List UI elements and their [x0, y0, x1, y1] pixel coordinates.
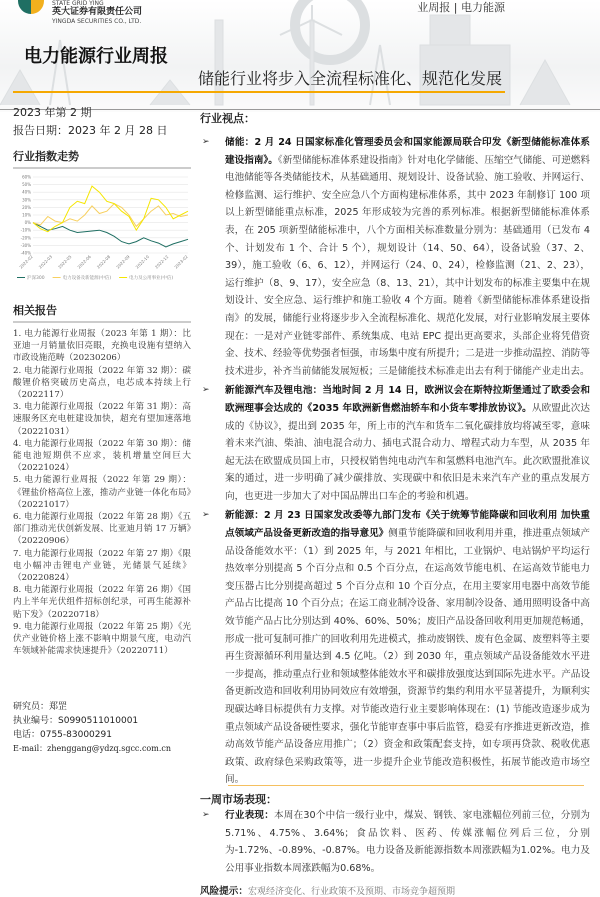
related-report-item[interactable]: 7. 电力能源行业周报（2022 年第 27 期）《限电小幅冲击锂电产业链，光储景气延续》（20220824） — [13, 548, 191, 584]
analyst-contact — [13, 700, 191, 756]
market-body: 本周在30个中信一级行业中，煤炭、钢铁、家电涨幅位列前三位，分别为5.71%、4.75%、3.64%；食品饮料、医药、传媒涨幅位列后三位，分别为-1.72%、-0.89%、-0.87%。电力设备及新能源指数本周涨跌幅为1.02%。电力及公用事业指数本周涨跌幅为0.68%。 — [225, 809, 590, 874]
y-tick-label: 0% — [24, 220, 31, 226]
view-lead: 储能：2 月 24 日国家标准化管理委员会和国家能源局联合印发《新型储能标准体系建设指南》。 — [225, 137, 590, 166]
y-tick-label: -20% — [20, 235, 31, 241]
y-tick-label: 40% — [22, 189, 31, 195]
risk-label: 风险提示： — [200, 886, 248, 897]
x-tick-label: 2022-08 — [95, 254, 112, 270]
arrow-bullet-icon: ➢ — [202, 385, 210, 396]
risk-warning — [200, 883, 590, 897]
industry-view-heading: 行业视点： — [200, 112, 255, 125]
report-category: 业周报 | 电力能源 — [417, 1, 505, 14]
header-divider — [13, 91, 505, 93]
x-tick-label: 2022-09 — [115, 254, 131, 270]
x-tick-label: 2022-05 — [57, 254, 73, 270]
logo-english: STATE GRID YING — [52, 0, 104, 7]
industry-view-section — [200, 110, 590, 897]
x-tick-label: 2023-02 — [173, 254, 189, 270]
industry-view-item — [200, 134, 590, 380]
logo-chinese: 英大证券有限责任公司 — [52, 7, 143, 17]
y-tick-label: 60% — [22, 174, 31, 180]
company-logo — [18, 0, 142, 25]
index-trend-heading: 行业指数走势 — [13, 148, 191, 169]
legend-label: 电力及公用事业(中信) — [129, 276, 174, 281]
related-report-item[interactable]: 4. 电力能源行业周报（2022 年第 30 期）：储能电池短期供不应求，装机增量空间巨大（20221024） — [13, 438, 191, 474]
x-tick-label: 2022-06 — [76, 254, 92, 270]
related-report-item[interactable]: 6. 电力能源行业周报（2022 年第 28 期）《五部门推动光伏创新发展、比亚迪月销 17 万辆》（20220906） — [13, 512, 191, 547]
report-header — [0, 0, 600, 112]
related-report-item[interactable]: 1. 电力能源行业周报（2023 年第 1 期）：比亚迪一月销量依旧亮眼，充换电设施有望纳入市政设施范畴（20230206） — [13, 329, 191, 364]
view-lead: 新能源：2 月 23 日国家发改委等九部门发布《关于统筹节能降碳和回收利用 加快重点领域产品设备更新改造的指导意见》 — [225, 510, 590, 540]
report-subtitle: 储能行业将步入全流程标准化、规范化发展 — [197, 69, 502, 88]
related-report-item[interactable]: 9. 电力能源行业周报（2022 年第 25 期）《光伏产业链价格上涨不影响中期景气度，电动汽车领域补能需求快速提升》（20220711） — [13, 621, 191, 657]
industry-view-item — [200, 507, 590, 789]
phone: 电话：0755-83000291 — [13, 730, 112, 740]
y-tick-label: -10% — [20, 227, 31, 233]
view-body: 从欧盟此次达成的《协议》，提出到 2035 年，所上市的汽车和货车二氧化碳排放均将减至零，意味着未来汽油、柴油、油电混合动力、插电式混合动力、增程式动力车型，从 2035 年起无法在欧盟成员国上市，只授权销售纯电动汽车和氢燃料电池汽车。此次欧盟批准议案的通过，进一步明确了减少碳排放、实现碳中和依旧是未来汽车产业的重点发展方向，也更进一步加大了对中国品牌出口车企的考验和机遇。 — [225, 402, 591, 502]
related-reports-heading: 相关报告 — [13, 302, 191, 323]
industry-view-item — [200, 382, 590, 505]
view-lead: 新能源汽车及锂电池：当地时间 2 月 14 日，欧洲议会在斯特拉斯堡通过了欧委会和欧洲理事会达成的《2035 年欧洲新售燃油轿车和小货车零排放协议》。 — [225, 385, 590, 414]
report-title: 电力能源行业周报 — [24, 46, 168, 67]
y-tick-label: 20% — [22, 204, 31, 210]
y-tick-label: -30% — [20, 242, 31, 248]
series-line — [33, 186, 188, 232]
market-lead: 行业表现： — [225, 809, 274, 821]
y-tick-label: 10% — [22, 212, 31, 218]
index-trend-chart — [13, 173, 191, 298]
risk-text: 宏观经济变化、行业政策不及预期、市场竞争超预期 — [247, 887, 455, 897]
legend-label: 电力设备及新能源(中信) — [62, 276, 112, 281]
market-performance-heading: 一周市场表现： — [200, 792, 277, 806]
y-tick-label: 50% — [22, 182, 31, 188]
y-tick-label: -40% — [20, 250, 31, 256]
index-trend-section — [13, 148, 191, 302]
view-body: 《新型储能标准体系建设指南》针对电化学储能、压缩空气储能、可逆燃料电池储能等各类储能技术，从基础通用、规划设计、设备试验、施工验收、并网运行、检修监测、运行维护、安全应急八个方面构建标准体系，其中 2023 年制修订 100 项以上新型储能重点标准，2025 年形成较为完善的系列标准。根据新型储能标准体系表，在 205 项新型储能标准中，八个方面相关标准数量分别为：基础通用（已发布 4 个、计划发布 1 个、合计 5 个），规划设计（14、50、64），设备试验（37、2、39），施工验收（6、6、12），并网运行（24、0、24），检修监测（21、2、23），运行维护（8、9、17），安全应急（8、13、21），其中计划发布的标准主要集中在规划设计、安全应急、运行维护和施工验收 4 个方面。随着《新型储能标准体系建设指南》的发展，储能行业将逐步步入全流程标准化、规范化发展，对行业影响发展主要体现在：一是对产业链零部件、系统集成、电站 EPC 提出更高要求，头部企业将凭借资金、技术、经验等优势强者恒强，市场集中度有所提升；二是进一步推动温控、消防等技术进步，补齐当前储能发展短板；三是储能技术标准走出去有利于储能产业走出去。 — [225, 154, 591, 377]
footer-divider — [228, 785, 584, 786]
related-report-item[interactable]: 5. 电力能源行业周报（2022 年第 29 期）：《锂盐价格高位上涨，推动产业链一体化布局》（20221017） — [13, 475, 191, 510]
y-tick-label: 30% — [22, 197, 31, 203]
license-number: 执业编号：S0990511010001 — [13, 716, 139, 726]
issue-number: 2023 年第 2 期 — [13, 106, 92, 119]
researcher-name: 研究员：郑罡 — [13, 702, 68, 712]
related-report-item[interactable]: 8. 电力能源行业周报（2022 年第 26 期）《国内上半年光伏组件招标创纪录，可再生能源补贴下发》（20220718） — [13, 585, 191, 620]
logo-emblem-icon — [18, 0, 44, 14]
x-tick-label: 2022-02 — [18, 254, 34, 270]
x-tick-label: 2022-12 — [153, 254, 170, 270]
x-tick-label: 2022-10 — [134, 254, 150, 270]
related-reports-list — [13, 328, 191, 657]
report-date: 报告日期：2023 年 2 月 28 日 — [13, 124, 168, 137]
market-performance-item — [200, 807, 590, 877]
arrow-bullet-icon: ➢ — [202, 510, 210, 521]
view-body: 侧重节能降碳和回收利用并重，推进重点领域产品设备能效水平：（1）到 2025 年，与 2021 年相比，工业锅炉、电站锅炉平均运行热效率分别提高 5 个百分点和 0.5 个百分点，在运高效节能电机、在运高效节能电力变压器占比分别提高超过 5 个百分点和 10 个百分点，在用主要家用电器中高效节能产品占比提高 10 个百分点；在运工商业制冷设备、家用制冷设备、通用照明设备中高效节能产品占比分别达到 40%、60%、50%；废旧产品设备回收利用更加规范畅通，形成一批可复制可推广的回收利用先进模式，推动废钢铁、废有色金属、废塑料等主要再生资源循环利用量达到 4.5 亿吨。（2）到 2030 年，重点领域产品设备能效水平进一步提高，推动重点行业和领域整体能效水平和碳排放强度达到国际先进水平。产品设备更新改造和回收利用协同效应有效增强，资源节约集约利用水平显著提升，为顺利实现碳达峰目标提供有力支撑。对节能改造行业主要影响体现在：(1) 节能改造逐步成为重点领域产品设备硬性要求，强化节能审查事中事后监管，稳妥有序推进更新改造，推动高效节能产品设备应用推广；（2）资金和政策配套支持，如专项再贷款、税收优惠政策、政府绿色采购政策等，进一步提升企业节能改造积极性，拓展节能改造市场空间。 — [225, 528, 591, 786]
logo-english-full: YINGDA SECURITIES CO., LTD. — [52, 18, 142, 25]
email-link[interactable]: E-mail：zhenggang@ydzq.sgcc.com.cn — [13, 744, 172, 753]
arrow-bullet-icon: ➢ — [202, 809, 210, 820]
arrow-bullet-icon: ➢ — [202, 137, 210, 147]
legend-label: 沪深300 — [27, 276, 45, 281]
x-tick-label: 2022-03 — [37, 254, 54, 270]
related-report-item[interactable]: 2. 电力能源行业周报（2022 年第 32 期）：碳酸锂价格突破历史高点，电芯成本持续上行（2022117） — [13, 365, 191, 401]
related-report-item[interactable]: 3. 电力能源行业周报（2022 年第 31 期）：高速服务区充电桩建设加快，超充有望加速落地（20221031） — [13, 402, 191, 437]
related-reports-section — [13, 302, 191, 657]
